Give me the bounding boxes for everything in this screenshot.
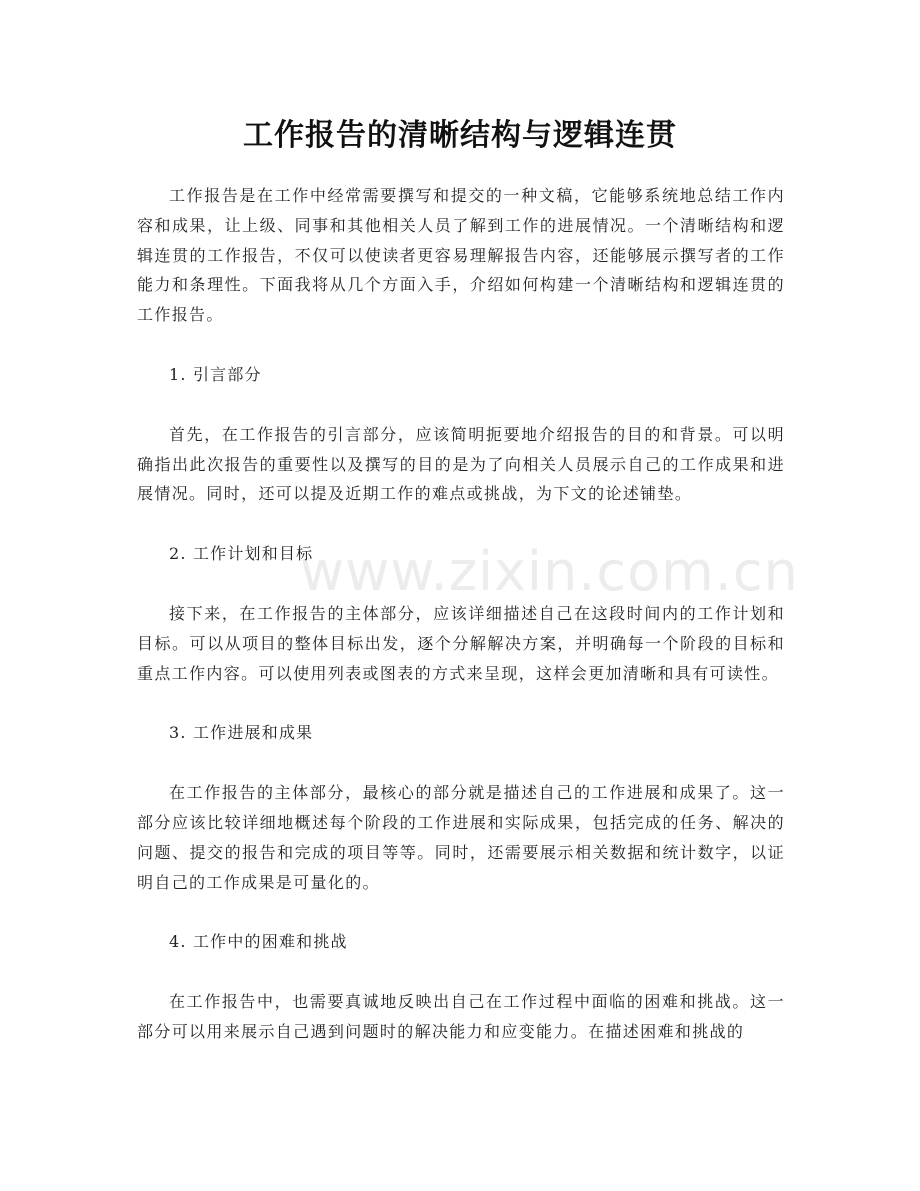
section-paragraph-3: 在工作报告的主体部分，最核心的部分就是描述自己的工作进展和成果了。这一部分应该比较详细地概述每个阶段的工作进展和实际成果，包括完成的任务、解决的问题、提交的报告和完成的项目等等。同时，还需要展示相关数据和统计数字，以证明自己的工作成果是可量化的。 [137,783,785,892]
section-paragraph-1: 首先，在工作报告的引言部分，应该简明扼要地介绍报告的目的和背景。可以明确指出此次报告的重要性以及撰写的目的是为了向相关人员展示自己的工作成果和进展情况。同时，还可以提及近期工作的难点或挑战，为下文的论述铺垫。 [137,424,785,504]
section-paragraph-2: 接下来，在工作报告的主体部分，应该详细描述自己在这段时间内的工作计划和目标。可以从项目的整体目标出发，逐个分解解决方案，并明确每一个阶段的目标和重点工作内容。可以使用列表或图表的方式来呈现，这样会更加清晰和具有可读性。 [137,603,785,683]
document-body [137,181,785,1047]
section-heading-1: 1. 引言部分 [169,364,262,384]
page-title: 工作报告的清晰结构与逻辑连贯 [243,118,677,153]
watermark-text: www.zixin.com.cn [300,540,799,603]
section-heading-4: 4. 工作中的困难和挑战 [169,932,348,952]
section-heading-3: 3. 工作进展和成果 [169,723,314,743]
section-heading-2: 2. 工作计划和目标 [169,544,314,564]
section-paragraph-4: 在工作报告中，也需要真诚地反映出自己在工作过程中面临的困难和挑战。这一部分可以用来展示自己遇到问题时的解决能力和应变能力。在描述困难和挑战的 [137,992,785,1041]
intro-paragraph: 工作报告是在工作中经常需要撰写和提交的一种文稿，它能够系统地总结工作内容和成果，让上级、同事和其他相关人员了解到工作的进展情况。一个清晰结构和逻辑连贯的工作报告，不仅可以使读者更容易理解报告内容，还能够展示撰写者的工作能力和条理性。下面我将从几个方面入手，介绍如何构建一个清晰结构和逻辑连贯的工作报告。 [137,186,785,325]
